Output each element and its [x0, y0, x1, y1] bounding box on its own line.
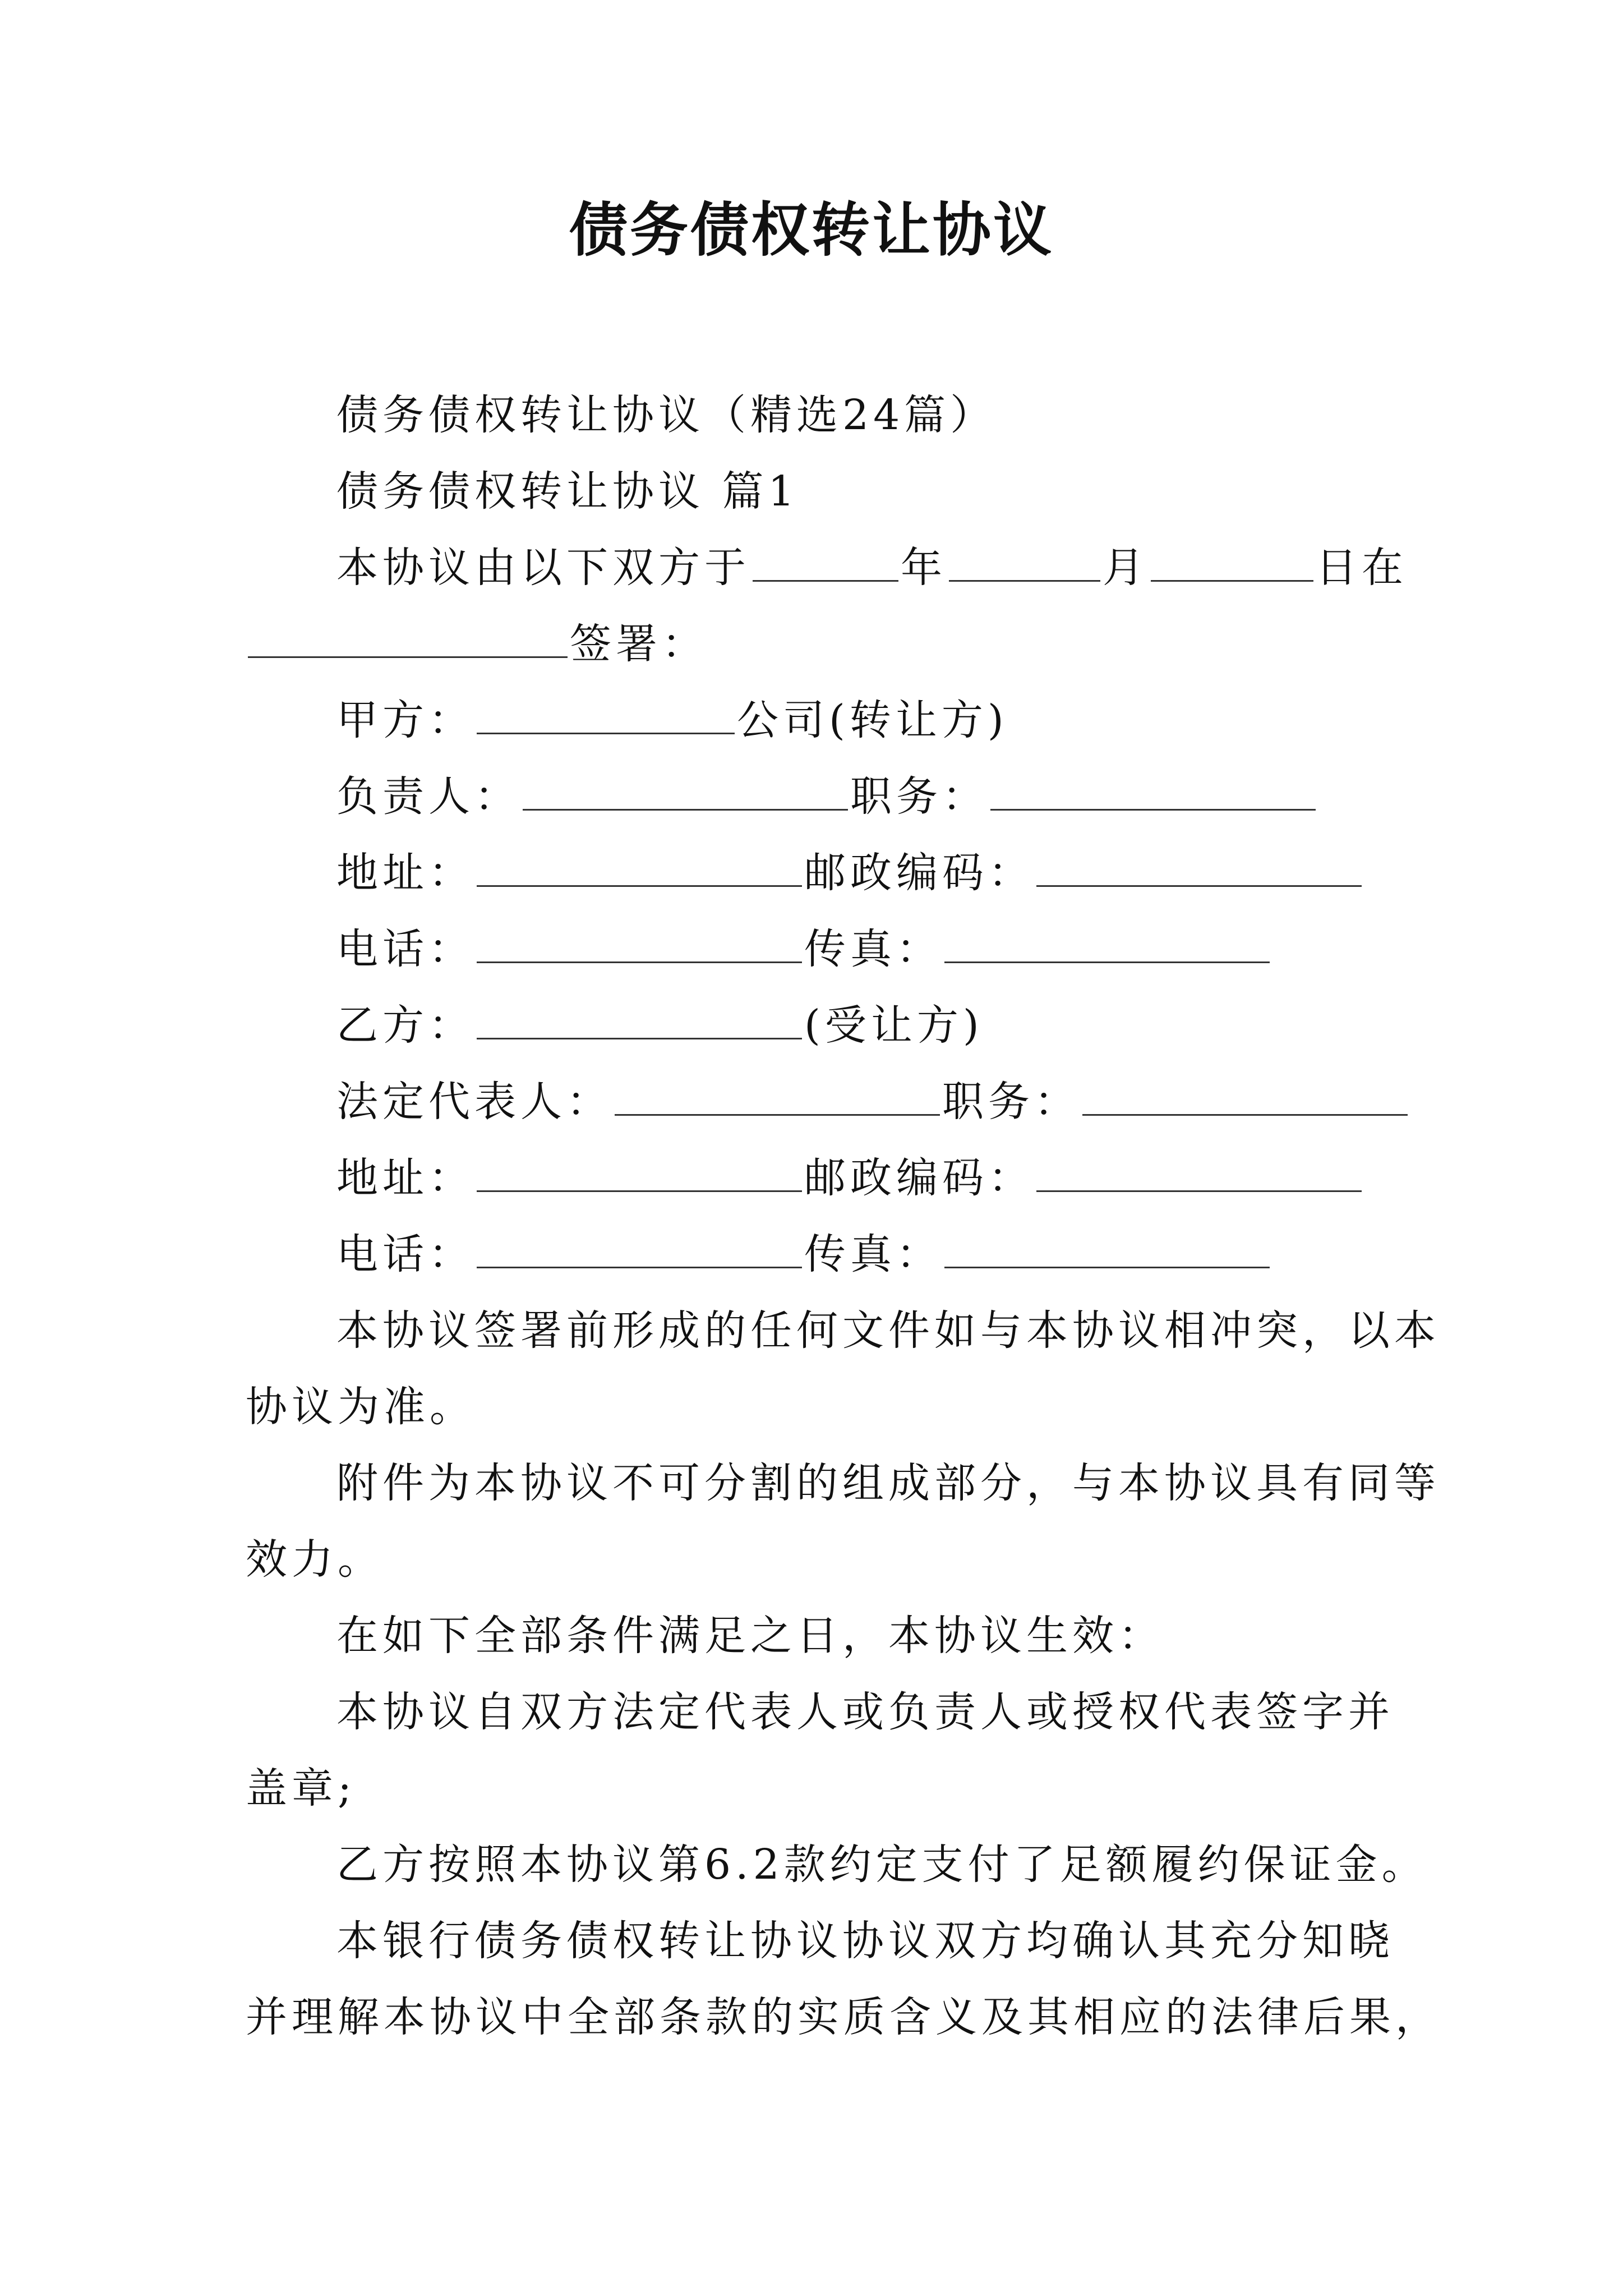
rep-blank [615, 1078, 940, 1116]
paragraph-3: 在如下全部条件满足之日，本协议生效： [336, 1612, 1164, 1660]
signed-label: 签署： [570, 620, 708, 668]
paragraph-6-line-1: 本银行债务债权转让协议协议双方均确认其充分知晓 [336, 1917, 1394, 1965]
paragraph-4-line-2: 盖章; [246, 1764, 356, 1812]
month-label: 月 [1103, 544, 1149, 592]
fax-blank [944, 926, 1270, 963]
year-label: 年 [901, 544, 947, 592]
party-a-address-line [336, 845, 1364, 901]
manager-label: 负责人： [336, 772, 520, 821]
position-blank [1082, 1078, 1408, 1116]
paragraph-5: 乙方按照本协议第6.2款约定支付了足额履约保证金。 [336, 1841, 1428, 1889]
address-label: 地址： [336, 849, 474, 897]
position-label: 职务： [942, 1078, 1080, 1126]
position-blank [990, 773, 1316, 811]
paragraph-1-line-1: 本协议签署前形成的任何文件如与本协议相冲突，以本 [336, 1306, 1440, 1355]
party-b-label: 乙方： [336, 1001, 474, 1050]
party-b-address-line [336, 1150, 1364, 1206]
address-label: 地址： [336, 1154, 474, 1202]
fax-label: 传真： [804, 925, 942, 973]
phone-blank [477, 1231, 802, 1268]
party-a-line [336, 692, 1008, 748]
document-title: 债务债权转让协议 [569, 196, 1054, 264]
party-a-label: 甲方： [336, 696, 474, 744]
place-blank [248, 620, 568, 658]
rep-label: 法定代表人： [336, 1078, 612, 1126]
phone-blank [477, 926, 802, 963]
fax-label: 传真： [804, 1230, 942, 1278]
party-a-blank [477, 697, 735, 734]
phone-label: 电话： [336, 925, 474, 973]
party-b-suffix: (受让方) [804, 1001, 984, 1050]
postcode-label: 邮政编码： [804, 849, 1034, 897]
paragraph-1-line-2: 协议为准。 [246, 1383, 476, 1431]
section-heading: 债务债权转让协议 篇1 [336, 467, 799, 516]
month-blank [949, 544, 1100, 582]
party-b-line [336, 997, 984, 1053]
party-a-manager-line [336, 769, 1318, 825]
phone-label: 电话： [336, 1230, 474, 1278]
fax-blank [944, 1231, 1270, 1268]
party-b-phone-line [336, 1226, 1272, 1282]
party-b-rep-line [336, 1074, 1410, 1130]
party-a-suffix: 公司(转让方) [737, 696, 1008, 744]
party-a-phone-line [336, 921, 1272, 977]
paragraph-6-line-2: 并理解本协议中全部条款的实质含义及其相应的法律后果， [246, 1993, 1441, 2041]
subtitle: 债务债权转让协议（精选24篇） [336, 391, 997, 439]
intro-line [336, 540, 1408, 596]
postcode-blank [1036, 849, 1362, 887]
day-blank [1151, 544, 1313, 582]
signing-place-line [246, 616, 708, 672]
manager-blank [523, 773, 848, 811]
postcode-blank [1036, 1154, 1362, 1192]
year-blank [753, 544, 898, 582]
paragraph-4-line-1: 本协议自双方法定代表人或负责人或授权代表签字并 [336, 1688, 1394, 1736]
paragraph-2-line-1: 附件为本协议不可分割的组成部分，与本协议具有同等 [336, 1459, 1440, 1507]
party-b-blank [477, 1002, 802, 1039]
postcode-label: 邮政编码： [804, 1154, 1034, 1202]
intro-text: 本协议由以下双方于 [336, 544, 750, 592]
position-label: 职务： [850, 772, 988, 821]
address-blank [477, 1154, 802, 1192]
address-blank [477, 849, 802, 887]
paragraph-2-line-2: 效力。 [246, 1535, 384, 1584]
day-label: 日在 [1316, 544, 1408, 592]
